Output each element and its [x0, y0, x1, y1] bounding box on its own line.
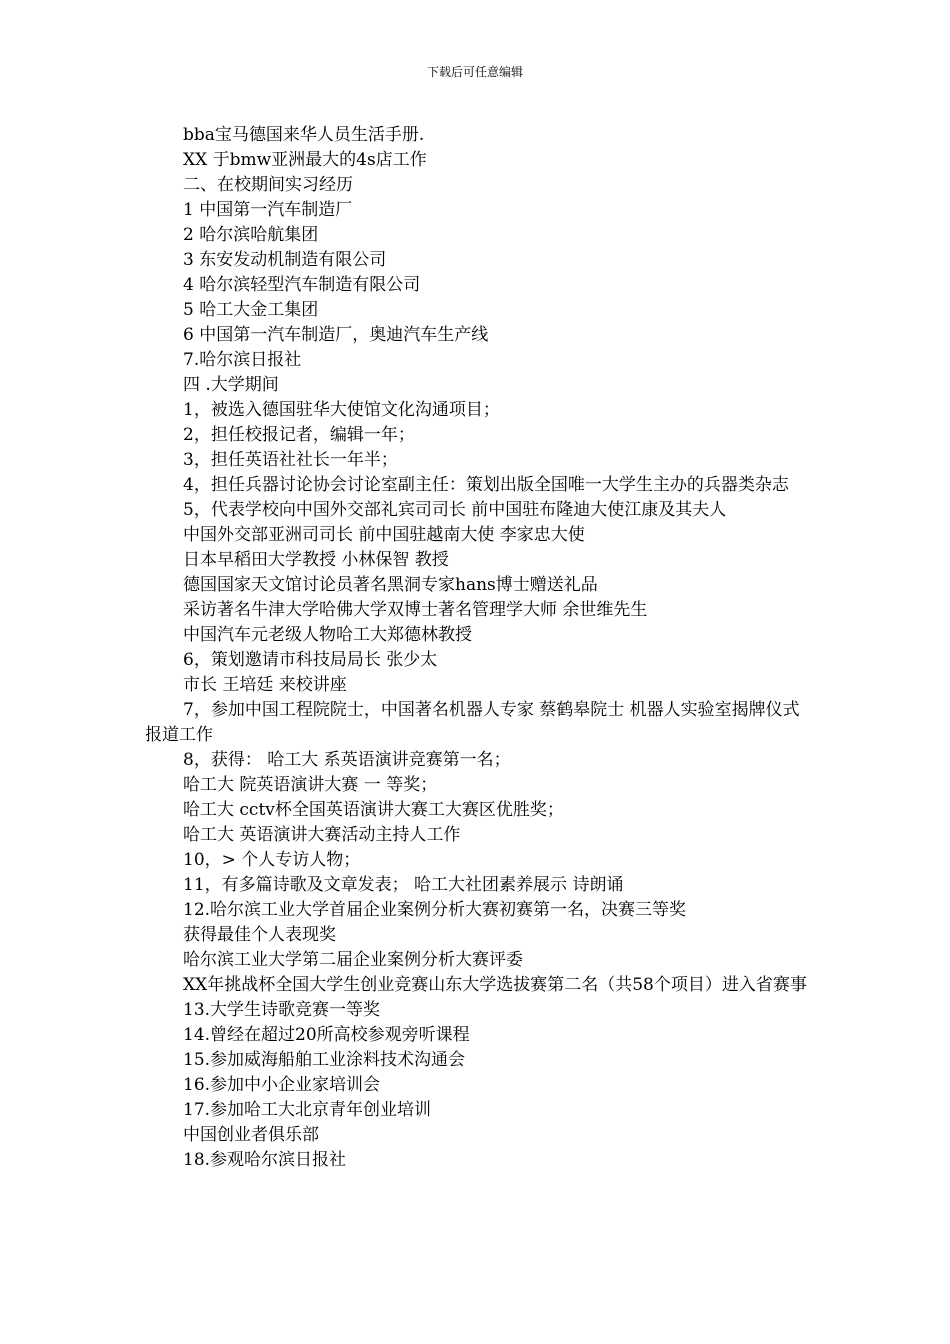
- text-line: 14.曾经在超过20所高校参观旁听课程: [183, 1025, 470, 1045]
- text-line: 1 中国第一汽车制造厂: [183, 200, 353, 220]
- section-heading: 四 .大学期间: [183, 375, 279, 395]
- text-line: 德国国家天文馆讨论员著名黑洞专家hans博士赠送礼品: [183, 575, 598, 595]
- text-line: 4 哈尔滨轻型汽车制造有限公司: [183, 275, 421, 295]
- text-line: 中国外交部亚洲司司长 前中国驻越南大使 李家忠大使: [183, 525, 585, 545]
- text-line: 哈尔滨工业大学第二届企业案例分析大赛评委: [183, 950, 523, 970]
- text-line: 哈工大 院英语演讲大赛 一 等奖；: [183, 775, 438, 795]
- text-line: 10，> 个人专访人物；: [183, 850, 361, 870]
- text-line: 7.哈尔滨日报社: [183, 350, 302, 370]
- text-line: 哈工大 英语演讲大赛活动主持人工作: [183, 825, 461, 845]
- text-line: 5，代表学校向中国外交部礼宾司司长 前中国驻布隆迪大使江康及其夫人: [183, 500, 727, 520]
- section-heading: 二、在校期间实习经历: [183, 175, 353, 195]
- text-line: 18.参观哈尔滨日报社: [183, 1150, 347, 1170]
- text-line: 1，被选入德国驻华大使馆文化沟通项目；: [183, 400, 500, 420]
- text-line: bba宝马德国来华人员生活手册.: [183, 125, 425, 145]
- text-line: 中国汽车元老级人物哈工大郑德林教授: [183, 625, 472, 645]
- text-line: 5 哈工大金工集团: [183, 300, 319, 320]
- text-line: 6，策划邀请市科技局局长 张少太: [183, 650, 438, 670]
- text-line: 6 中国第一汽车制造厂，奥迪汽车生产线: [183, 325, 489, 345]
- text-paragraph: XX年挑战杯全国大学生创业竞赛山东大学选拔赛第二名（共58个项目）进入省赛事: [183, 975, 807, 995]
- text-line: 2，担任校报记者，编辑一年；: [183, 425, 415, 445]
- text-paragraph: 7，参加中国工程院院士，中国著名机器人专家 蔡鹤皋院士 机器人实验室揭牌仪式报道工作: [145, 700, 800, 745]
- text-line: 中国创业者俱乐部: [183, 1125, 319, 1145]
- text-line: 市长 王培廷 来校讲座: [183, 675, 347, 695]
- text-line: 15.参加威海船舶工业涂料技术沟通会: [183, 1050, 466, 1070]
- text-paragraph: 4，担任兵器讨论协会讨论室副主任：策划出版全国唯一大学生主办的兵器类杂志: [183, 475, 789, 495]
- page-header: 下载后可任意编辑: [426, 65, 523, 79]
- text-line: 采访著名牛津大学哈佛大学双博士著名管理学大师 余世维先生: [183, 600, 648, 620]
- text-line: XX 于bmw亚洲最大的4s店工作: [183, 150, 427, 170]
- text-line: 13.大学生诗歌竞赛一等奖: [183, 1000, 381, 1020]
- text-line: 3，担任英语社社长一年半；: [183, 450, 398, 470]
- text-line: 11，有多篇诗歌及文章发表； 哈工大社团素养展示 诗朗诵: [183, 875, 624, 895]
- text-line: 日本早稻田大学教授 小林保智 教授: [183, 550, 449, 570]
- text-line: 12.哈尔滨工业大学首届企业案例分析大赛初赛第一名，决赛三等奖: [183, 900, 687, 920]
- text-line: 8，获得： 哈工大 系英语演讲竞赛第一名；: [183, 750, 511, 770]
- document-body: [145, 123, 810, 1173]
- text-line: 16.参加中小企业家培训会: [183, 1075, 381, 1095]
- text-line: 哈工大 cctv杯全国英语演讲大赛工大赛区优胜奖；: [183, 800, 564, 820]
- text-line: 3 东安发动机制造有限公司: [183, 250, 387, 270]
- text-line: 2 哈尔滨哈航集团: [183, 225, 319, 245]
- text-line: 获得最佳个人表现奖: [183, 925, 336, 945]
- text-line: 17.参加哈工大北京青年创业培训: [183, 1100, 432, 1120]
